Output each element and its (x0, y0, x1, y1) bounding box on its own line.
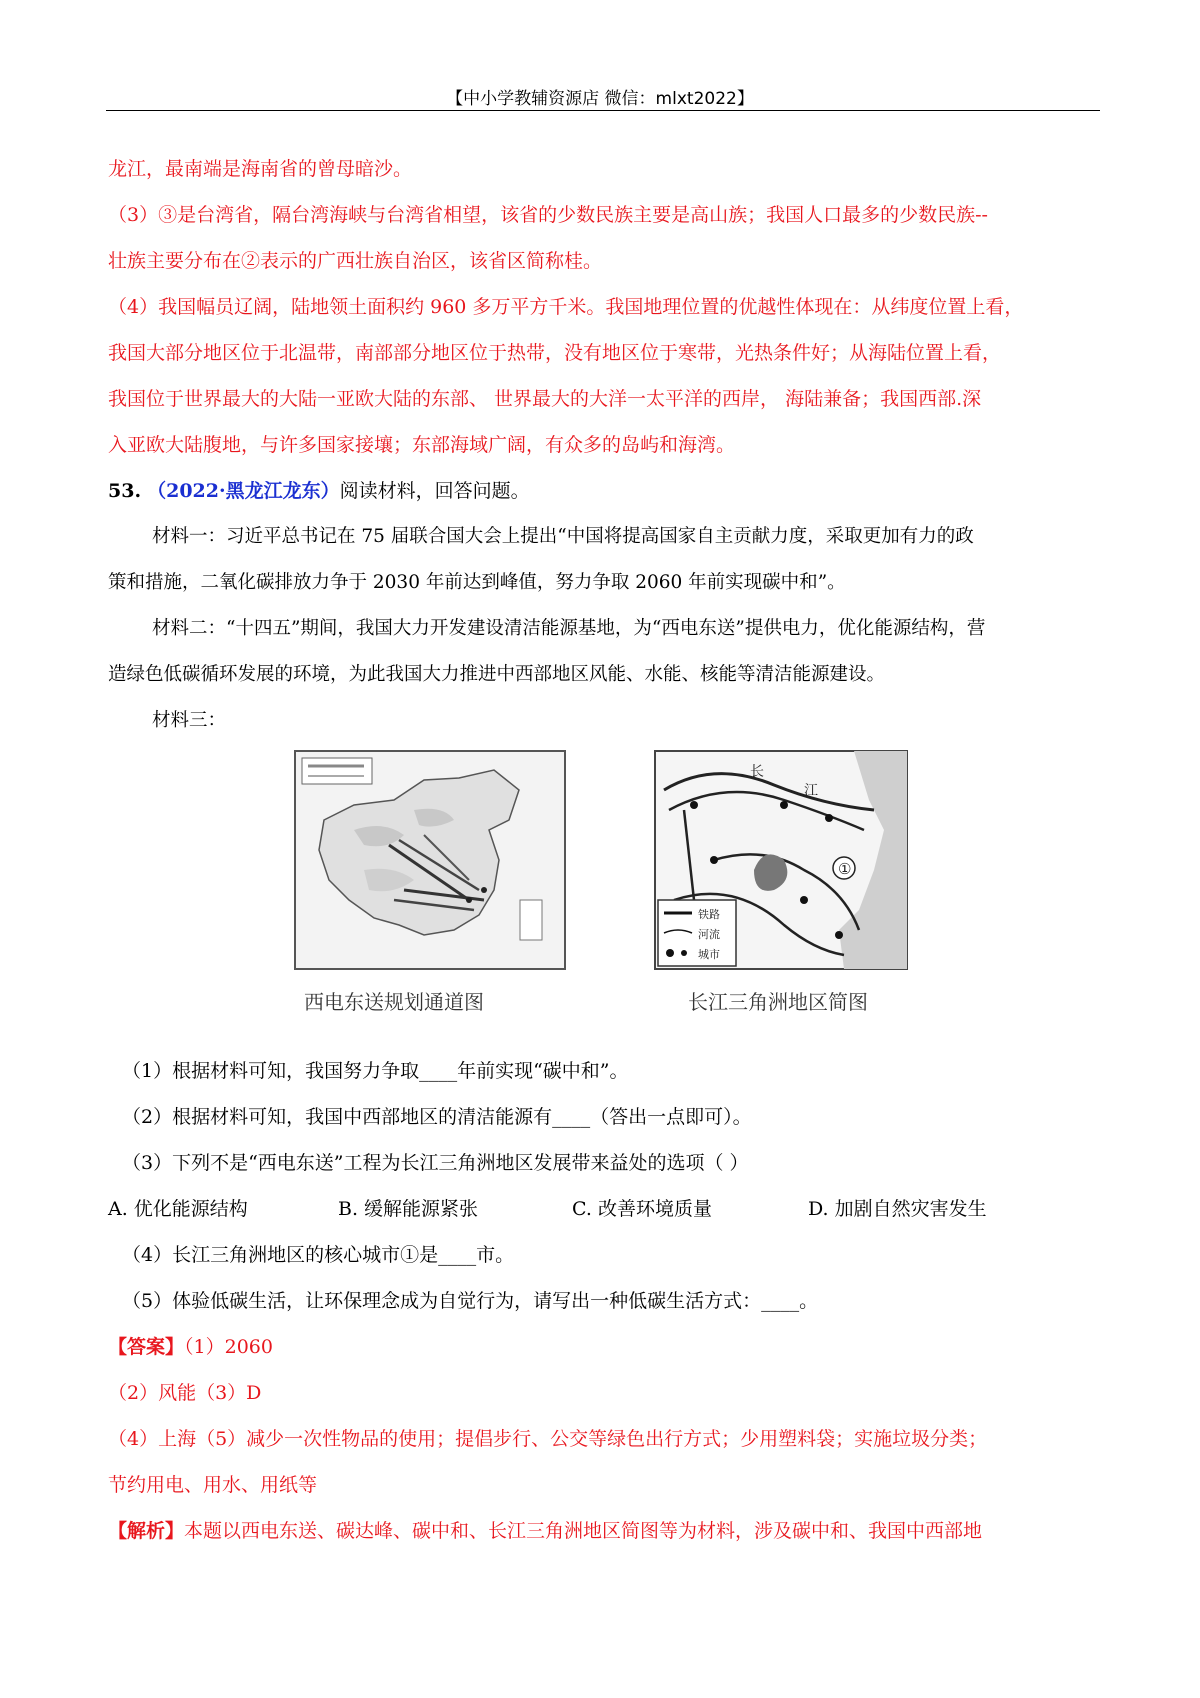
prev-answer-q3-line: 壮族主要分布在②表示的广西壮族自治区，该省区简称桂。 (108, 250, 603, 272)
west-east-power-map (294, 750, 566, 974)
west-east-power-map-image (294, 750, 566, 970)
legend-river: 河流 (698, 928, 720, 941)
map-marker-one: ① (838, 860, 852, 878)
sub-question-4: （4）长江三角洲地区的核心城市①是____市。 (122, 1244, 515, 1266)
sub-question-3: （3）下列不是“西电东送”工程为长江三角洲地区发展带来益处的选项（ ） (122, 1152, 749, 1174)
prev-answer-q4-line: 入亚欧大陆腹地，与许多国家接壤；东部海域广阔，有众多的岛屿和海湾。 (108, 434, 736, 456)
material-one-line: 策和措施，二氧化碳排放力争于 2030 年前达到峰值，努力争取 2060 年前实现碳中和”。 (108, 572, 846, 593)
map-label-chang: 长 (750, 764, 764, 780)
page-header: 【中小学教辅资源店 微信：mlxt2022】 (446, 89, 754, 109)
option-b: B. 缓解能源紧张 (338, 1198, 479, 1220)
answer-label: 【答案】 (108, 1336, 185, 1358)
question-heading (108, 468, 1098, 514)
answer-1: （1）2060 (184, 1336, 273, 1358)
answer-line (108, 1324, 1098, 1370)
answer-4-5: （4）上海（5）减少一次性物品的使用；提倡步行、公交等绿色出行方式；少用塑料袋；实施垃圾分类； (108, 1428, 988, 1450)
legend-railway: 铁路 (698, 908, 720, 921)
answer-4-5-cont: 节约用电、用水、用纸等 (108, 1474, 318, 1496)
yangtze-delta-map-image (654, 750, 908, 970)
header-rule (106, 110, 1100, 111)
choice-options (108, 1186, 1098, 1232)
material-two-line: 造绿色低碳循环发展的环境，为此我国大力推进中西部地区风能、水能、核能等清洁能源建设。 (108, 664, 886, 685)
material-one-line: 材料一：习近平总书记在 75 届联合国大会上提出“中国将提高国家自主贡献力度，采取更加有力的政 (152, 526, 974, 547)
question-number: 53. (108, 480, 142, 502)
prev-answer-q4-line: 我国位于世界最大的大陆一亚欧大陆的东部、 世界最大的大洋一太平洋的西岸， 海陆兼备；我国西部.深 (108, 388, 982, 410)
analysis-text: 本题以西电东送、碳达峰、碳中和、长江三角洲地区简图等为材料，涉及碳中和、我国中西部地 (184, 1520, 983, 1542)
analysis-line (108, 1508, 1098, 1554)
figure-two-caption: 长江三角洲地区简图 (688, 990, 868, 1014)
analysis-label: 【解析】 (108, 1520, 185, 1542)
figure-one-caption: 西电东送规划通道图 (304, 990, 484, 1014)
question-prompt: 阅读材料，回答问题。 (339, 480, 530, 502)
yangtze-delta-map (654, 750, 908, 974)
map-label-jiang: 江 (804, 783, 818, 799)
sub-question-5: （5）体验低碳生活，让环保理念成为自觉行为，请写出一种低碳生活方式：____。 (122, 1290, 819, 1312)
sub-question-1: （1）根据材料可知，我国努力争取____年前实现“碳中和”。 (122, 1060, 629, 1082)
answer-2-3: （2）风能（3）D (108, 1382, 262, 1404)
prev-answer-line: 龙江，最南端是海南省的曾母暗沙。 (108, 158, 413, 180)
question-source: （2022·黑龙江龙东） (147, 480, 340, 502)
prev-answer-q4-line: 我国大部分地区位于北温带，南部部分地区位于热带，没有地区位于寒带，光热条件好；从海陆位置上看， (108, 342, 1002, 364)
sub-question-2: （2）根据材料可知，我国中西部地区的清洁能源有____（答出一点即可）。 (122, 1106, 752, 1128)
legend-city: 城市 (698, 948, 720, 961)
option-a: A. 优化能源结构 (108, 1198, 248, 1220)
material-two-line: 材料二：“十四五”期间，我国大力开发建设清洁能源基地，为“西电东送”提供电力，优化能源结构，营 (152, 618, 986, 639)
option-d: D. 加剧自然灾害发生 (808, 1198, 987, 1220)
option-c: C. 改善环境质量 (572, 1198, 712, 1220)
material-three-label: 材料三： (152, 710, 227, 731)
prev-answer-q3-line: （3）③是台湾省，隔台湾海峡与台湾省相望，该省的少数民族主要是高山族；我国人口最多的少数民族-- (108, 204, 988, 226)
page-content (108, 146, 1098, 1554)
prev-answer-q4-line: （4）我国幅员辽阔，陆地领土面积约 960 多万平方千米。我国地理位置的优越性体现在：从纬度位置上看， (108, 296, 1024, 318)
material-figures (108, 744, 1098, 1054)
